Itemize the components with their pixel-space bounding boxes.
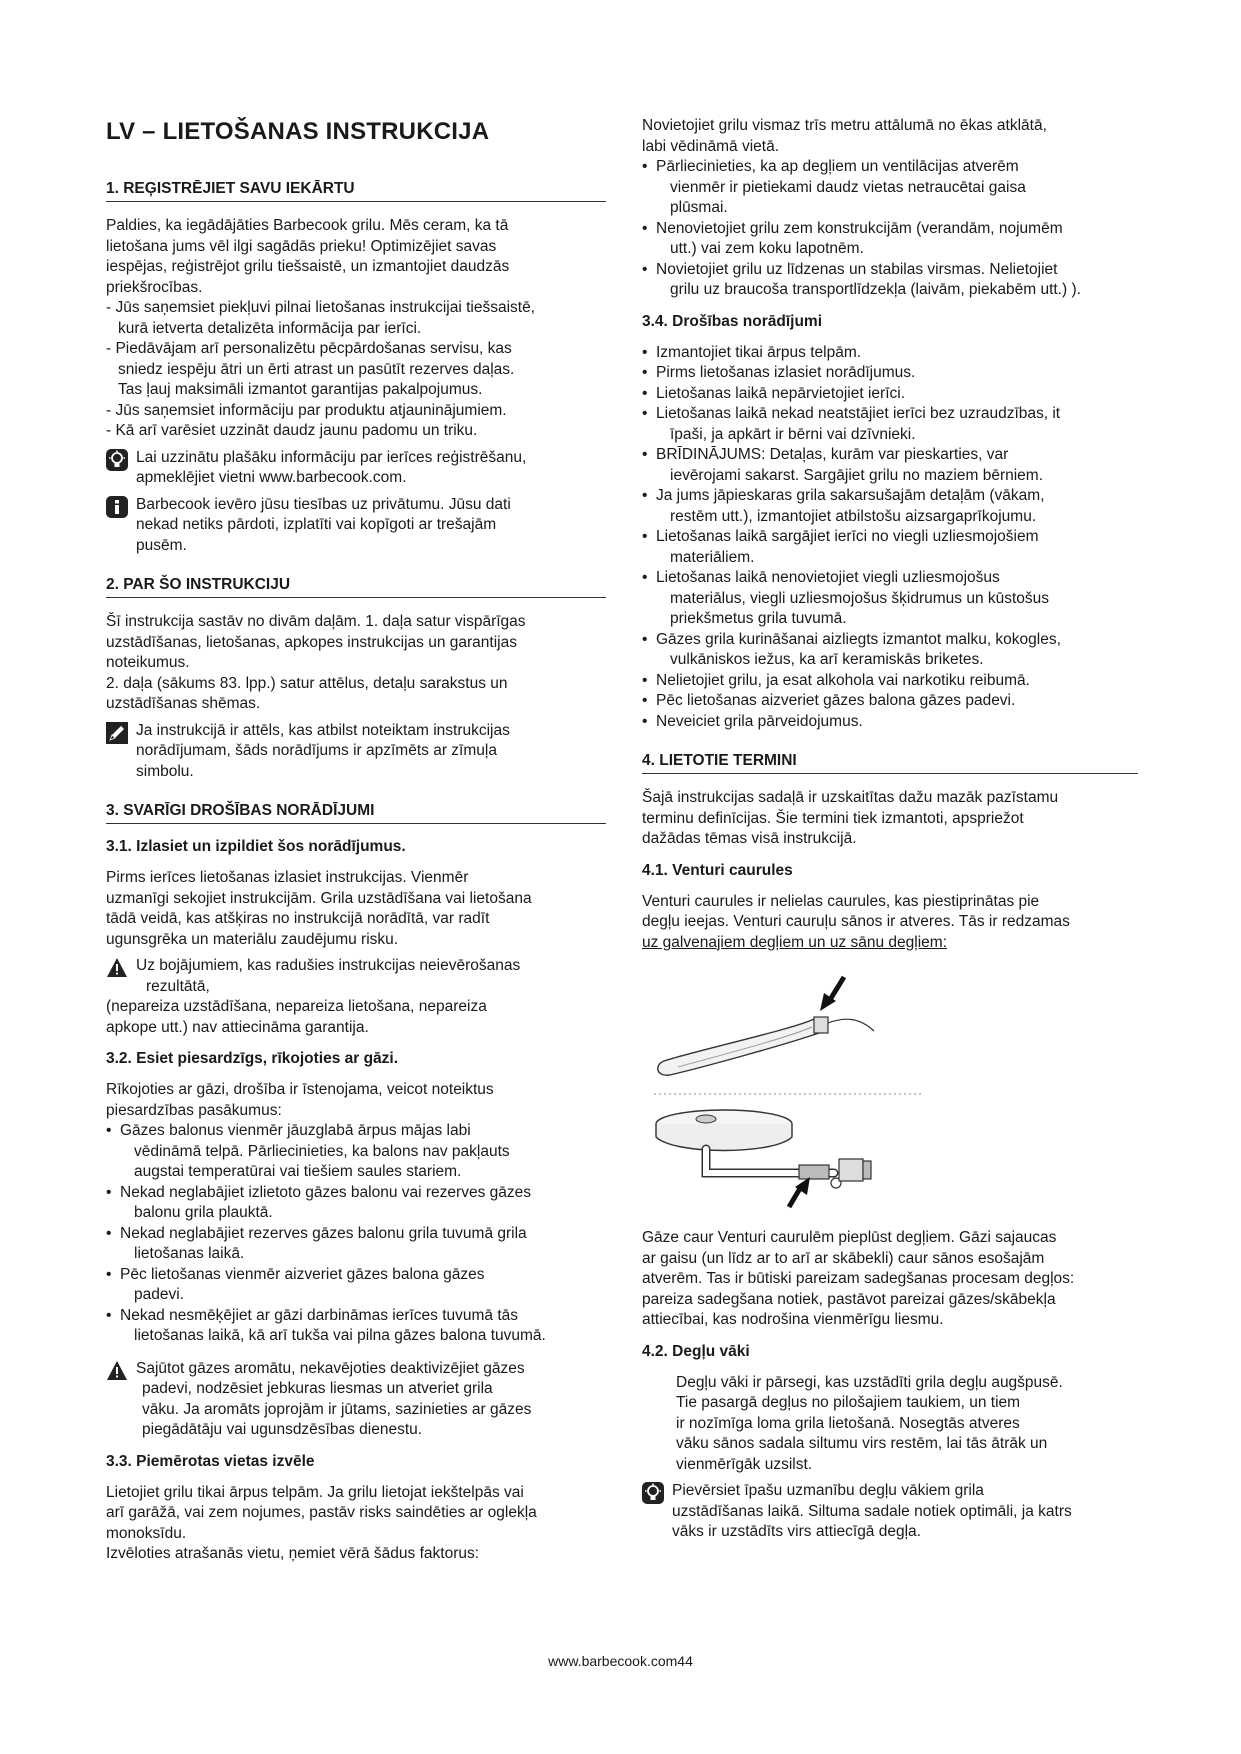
s32-line-2: piesardzības pasākumus: (106, 1101, 282, 1119)
s33-bullet-3 (642, 260, 1138, 301)
s34-bullet-7 (642, 527, 1138, 568)
s4-line-1: Šajā instrukcijas sadaļā ir uzskaitītas dažu mazāk pazīstamu (642, 789, 1059, 806)
s41-line-1: Venturi caurules ir nelielas caurules, kas piestiprinātas pie (642, 892, 1040, 910)
s2-pencil-line-3: simbolu. (136, 762, 194, 780)
s33-bullet-1-line-1: • Pārliecinieties, ka ap degļiem un ventilācijas atverēm (656, 158, 1019, 175)
s32-warning-line-4: piegādātāju vai ugunsdzēsības dienestu. (142, 1421, 423, 1438)
section-4-heading: 4. LIETOTIE TERMINI (642, 752, 1138, 774)
s1-info-line-1: Barbecook ievēro jūsu tiesības uz privātumu. Jūsu dati (136, 495, 511, 513)
s32-bullet-1-line-1: • Gāzes balonus vienmēr jāuzglabā ārpus mājas labi (120, 1122, 471, 1139)
lightbulb-icon (642, 1482, 664, 1504)
s34-bullet-12 (642, 712, 1138, 733)
s33-right-line-1: Novietojiet grilu vismaz trīs metru attālumā no ēkas atklātā, (642, 117, 1047, 134)
s32-bullet-2 (106, 1183, 606, 1224)
warning-icon (106, 1360, 128, 1382)
s42-paragraph (642, 1373, 1138, 1476)
s1-info-note (106, 495, 606, 557)
s34-bullet-7-line-2: materiāliem. (670, 548, 755, 566)
s31-line-1: Pirms ierīces lietošanas izlasiet instrukcijas. Vienmēr (106, 869, 469, 886)
s32-heading: 3.2. Esiet piesardzīgs, rīkojoties ar gāzi. (106, 1050, 399, 1067)
s34-bullet-6-line-2: restēm utt.), izmantojiet atbilstošu aizsargaprīkojumu. (670, 507, 1037, 525)
s1-intro-1: Paldies, ka iegādājāties Barbecook grilu. Mēs ceram, ka tā (106, 217, 509, 234)
s1-dash-2a: - Piedāvājam arī personalizētu pēcpārdošanas servisu, kas (106, 340, 512, 357)
s34-bullet-9 (642, 630, 1138, 671)
s1-tip-note (106, 448, 606, 489)
s32-bullet-3-line-1: • Nekad neglabājiet rezerves gāzes balonu grila tuvumā grila (120, 1224, 527, 1242)
s42-tip-line-2: uzstādīšanas laikā. Siltuma sadale notiek optimāli, ja katrs (672, 1502, 1072, 1520)
section-1-heading: 1. REĢISTRĒJIET SAVU IEKĀRTU (106, 180, 606, 202)
s31-warning-line-3: (nepareiza uzstādīšana, nepareiza lietošana, nepareiza (106, 998, 487, 1015)
s34-bullet-10-text: • Nelietojiet grilu, ja esat alkohola vai narkotiku reibumā. (656, 671, 1030, 689)
s31-warning-line-4: apkope utt.) nav attiecināma garantija. (106, 1018, 369, 1036)
s2-line-5: uzstādīšanas shēmas. (106, 695, 261, 712)
s34-bullet-9-line-2: vulkāniskos iežus, ka arī keramiskās briketes. (670, 651, 984, 668)
s42-tip-line-1: Pievērsiet īpašu uzmanību degļu vākiem grila (672, 1482, 984, 1499)
s42-heading: 4.2. Degļu vāki (642, 1342, 750, 1360)
s2-line-4: 2. daļa (sākums 83. lpp.) satur attēlus, detaļu sarakstus un (106, 674, 508, 692)
s2-line-1: Šī instrukcija sastāv no divām daļām. 1. daļa satur vispārīgas (106, 613, 526, 630)
s33-bullet-2 (642, 219, 1138, 260)
s1-dash-2b: sniedz iespēju ātri un ērti atrast un pasūtīt rezerves daļas. (118, 360, 515, 378)
s1-info-line-2: nekad netiks pārdoti, izplatīti vai kopīgoti ar trešajām (136, 516, 497, 533)
s42-tip-line-3: vāks ir uzstādīts virs attiecīgā degļa. (672, 1523, 921, 1540)
s34-bullet-1-text: • Izmantojiet tikai ārpus telpām. (656, 343, 862, 361)
s34-bullet-2 (642, 363, 1138, 384)
s34-bullet-6 (642, 486, 1138, 527)
s34-bullet-4-line-2: īpaši, ja apkārt ir bērni vai dzīvnieki. (670, 425, 916, 443)
s34-bullet-3 (642, 384, 1138, 405)
s34-bullet-8-line-1: • Lietošanas laikā nenovietojiet viegli uzliesmojošus (656, 569, 1000, 586)
s1-dash-3: - Jūs saņemsiet informāciju par produktu atjauninājumiem. (106, 401, 507, 419)
s1-dash-1a: - Jūs saņemsiet piekļuvi pilnai lietošanas instrukcijai tiešsaistē, (106, 299, 536, 316)
s31-heading: 3.1. Izlasiet un izpildiet šos norādījumus. (106, 838, 406, 855)
s42-tip-note (642, 1481, 1138, 1543)
left-column (106, 110, 606, 1565)
s32-bullet-2-line-1: • Nekad neglabājiet izlietoto gāzes balonu vai rezerves gāzes (120, 1183, 531, 1201)
s1-dash-1b: kurā ietverta detalizēta informācija par ierīci. (118, 319, 422, 337)
section-2-heading: 2. PAR ŠO INSTRUKCIJU (106, 576, 606, 598)
s33-bullet-2-line-1: • Nenovietojiet grilu zem konstrukcijām (verandām, nojumēm (656, 219, 1063, 237)
s42-line-2: Tie pasargā degļus no pilošajiem taukiem, un tiem (676, 1394, 1021, 1411)
s31-warning-line-2: rezultātā, (146, 977, 210, 995)
s34-bullet-5-line-2: ievērojami sakarst. Sargājiet grilu no maziem bērniem. (670, 466, 1044, 484)
s32-bullet-1-line-2: vēdināmā telpā. Pārliecinieties, ka balons nav pakļauts (134, 1142, 510, 1160)
s34-bullet-11-text: • Pēc lietošanas aizveriet gāzes balona gāzes padevi. (656, 692, 1016, 709)
info-icon (106, 496, 128, 518)
s42-line-5: vienmērīgāk uzsilst. (676, 1455, 813, 1473)
s34-bullet-8 (642, 568, 1138, 630)
s33-bullet-1 (642, 157, 1138, 219)
s33-heading: 3.3. Piemērotas vietas izvēle (106, 1452, 315, 1470)
s31-warning-line-1: Uz bojājumiem, kas radušies instrukcijas neievērošanas (136, 957, 521, 974)
s33-bullet-3-line-1: • Novietojiet grilu uz līdzenas un stabilas virsmas. Nelietojiet (656, 260, 1058, 278)
s1-tip-line-1: Lai uzzinātu plašāku informāciju par ierīces reģistrēšanu, (136, 448, 527, 466)
lightbulb-icon (106, 449, 128, 471)
s32-warning-line-1: Sajūtot gāzes aromātu, nekavējoties deaktivizējiet gāzes (136, 1359, 525, 1377)
s33-line-2: arī garāžā, vai zem nojumes, pastāv risks saindēties ar oglekļa (106, 1504, 537, 1521)
s32-warning-line-3: vāku. Ja aromāts joprojām ir jūtams, sazinieties ar gāzes (142, 1400, 532, 1418)
s1-dash-4: - Kā arī varēsiet uzzināt daudz jaunu padomu un triku. (106, 422, 478, 439)
s2-line-3: noteikumus. (106, 654, 190, 671)
section-3-heading: 3. SVARĪGI DROŠĪBAS NORĀDĪJUMI (106, 802, 606, 824)
s31-warning-note (106, 956, 606, 1038)
s34-bullet-4-line-1: • Lietošanas laikā nekad neatstājiet ierīci bez uzraudzības, it (656, 405, 1061, 422)
right-column (642, 116, 1138, 1543)
s34-bullet-10 (642, 671, 1138, 692)
s32-bullet-5-line-1: • Nekad nesmēķējiet ar gāzi darbināmas ierīces tuvumā tās (120, 1306, 519, 1324)
s34-bullet-4 (642, 404, 1138, 445)
page-footer: www.barbecook.com44 (548, 1653, 693, 1669)
s31-line-2: uzmanīgi sekojiet instrukcijām. Grila uzstādīšana vai lietošana (106, 889, 532, 907)
s32-warning-line-2: padevi, nodzēsiet jebkuras liesmas un atveriet grila (142, 1380, 493, 1397)
s2-line-2: uzstādīšanas, lietošanas, apkopes instrukcijas un garantijas (106, 633, 517, 651)
s41-line-8: attiecībai, kas nodrošina vienmērīgu liesmu. (642, 1311, 944, 1328)
s33-line-4: Izvēloties atrašanās vietu, ņemiet vērā šādus faktorus: (106, 1545, 480, 1562)
s32-bullet-2-line-2: balonu grila plauktā. (134, 1204, 273, 1221)
s1-intro-2: lietošana jums vēl ilgi sagādās prieku! Optimizējiet savas (106, 237, 497, 255)
s33-bullet-1-line-3: plūsmai. (670, 199, 728, 216)
s34-bullet-1 (642, 343, 1138, 364)
s32-bullet-1-line-3: augstai temperatūrai vai tiešiem saules stariem. (134, 1163, 462, 1180)
s41-heading: 4.1. Venturi caurules (642, 861, 793, 879)
s34-heading: 3.4. Drošības norādījumi (642, 312, 823, 330)
s33-line-1: Lietojiet grilu tikai ārpus telpām. Ja grilu lietojat iekštelpās vai (106, 1483, 524, 1501)
s32-bullet-3-line-2: lietošanas laikā. (134, 1245, 245, 1262)
s32-bullet-4-line-1: • Pēc lietošanas vienmēr aizveriet gāzes balona gāzes (120, 1265, 485, 1283)
s34-bullet-7-line-1: • Lietošanas laikā sargājiet ierīci no viegli uzliesmojošiem (656, 528, 1039, 545)
s31-line-3: tādā veidā, kas atšķiras no instrukcijā norādītā, var radīt (106, 910, 490, 927)
s32-bullet-4-line-2: padevi. (134, 1286, 184, 1303)
s42-line-3: ir nozīmīga loma grila lietošanā. Nosegtās atveres (676, 1414, 1020, 1432)
s32-warning-note (106, 1359, 606, 1441)
s1-intro-4: priekšrocības. (106, 278, 203, 296)
s41-line-4: Gāze caur Venturi caurulēm pieplūst degļiem. Gāzi sajaucas (642, 1229, 1057, 1246)
s32-bullet-1 (106, 1121, 606, 1183)
s41-line-5: ar gaisu (un līdz ar to arī ar skābekli) caur sānos esošajām (642, 1249, 1045, 1267)
s2-pencil-note (106, 721, 606, 783)
s32-bullet-5-line-2: lietošanas laikā, kā arī tukša vai pilna gāzes balona tuvumā. (134, 1327, 546, 1344)
s41-line-7: pareiza sadegšana notiek, pastāvot pareizai gāzes/skābekļa (642, 1290, 1056, 1308)
s31-line-4: ugunsgrēka un materiālu zaudējumu risku. (106, 930, 399, 948)
s34-bullet-8-line-3: priekšmetus grila tuvumā. (670, 610, 847, 627)
s34-bullet-5 (642, 445, 1138, 486)
page-title: LV – LIETOŠANAS INSTRUKCIJA (106, 118, 490, 145)
s34-bullet-8-line-2: materiālus, viegli uzliesmojošus šķidrumus un kūstošus (670, 589, 1050, 607)
s34-bullet-2-text: • Pirms lietošanas izlasiet norādījumus. (656, 364, 916, 381)
s41-line-3: uz galvenajiem degļiem un uz sānu degļiem: (642, 933, 948, 951)
s1-tip-line-2: apmeklējiet vietni www.barbecook.com. (136, 469, 407, 486)
s33-bullet-1-line-2: vienmēr ir pietiekami daudz vietas netraucētai gaisa (670, 178, 1026, 196)
s1-dash-2c: Tas ļauj maksimāli izmantot garantijas pakalpojumus. (118, 381, 483, 398)
s34-bullet-12-text: • Neveiciet grila pārveidojumus. (656, 712, 863, 730)
venturi-tube-illustration (634, 959, 1130, 1209)
s41-line-6: atverēm. Tas ir būtiski pareizam sadegšanas procesam degļos: (642, 1270, 1075, 1287)
s32-bullet-3 (106, 1224, 606, 1265)
s33-bullet-3-line-2: grilu uz braucoša transportlīdzekļa (laivām, piekabēm utt.) ). (670, 281, 1081, 298)
s42-line-4: vāku sānos sadala siltumu virs restēm, lai tās ātrāk un (676, 1435, 1048, 1452)
s4-line-3: dažādas tēmas visā instrukcijā. (642, 830, 857, 847)
pencil-icon (106, 722, 128, 744)
s32-line-1: Rīkojoties ar gāzi, drošība ir īstenojama, veicot noteiktus (106, 1081, 494, 1098)
s42-line-1: Degļu vāki ir pārsegi, kas uzstādīti grila degļu augšpusē. (676, 1373, 1063, 1391)
s34-bullet-5-line-1: • BRĪDINĀJUMS: Detaļas, kurām var pieskarties, var (656, 446, 1009, 463)
s4-line-2: terminu definīcijas. Šie termini tiek izmantoti, apspriežot (642, 809, 1024, 827)
s32-bullet-4 (106, 1265, 606, 1306)
s41-line-2: degļu ieejas. Venturi cauruļu sānos ir atveres. Tās ir redzamas (642, 913, 1070, 930)
s34-bullet-9-line-1: • Gāzes grila kurināšanai aizliegts izmantot malku, kokogles, (656, 630, 1061, 648)
s33-right-line-2: labi vēdināmā vietā. (642, 137, 779, 155)
warning-icon (106, 957, 128, 979)
s1-info-line-3: pusēm. (136, 536, 187, 554)
s2-pencil-line-2: norādījumam, šāds norādījums ir apzīmēts ar zīmuļa (136, 742, 497, 759)
s32-bullet-5 (106, 1306, 606, 1347)
s34-bullet-6-line-1: • Ja jums jāpieskaras grila sakarsušajām detaļām (vākam, (656, 487, 1045, 504)
s2-pencil-line-1: Ja instrukcijā ir attēls, kas atbilst noteiktam instrukcijas (136, 721, 510, 739)
s34-bullet-11 (642, 691, 1138, 712)
s34-bullet-3-text: • Lietošanas laikā nepārvietojiet ierīci. (656, 384, 905, 402)
s33-bullet-2-line-2: utt.) vai zem koku lapotnēm. (670, 240, 864, 257)
s33-line-3: monoksīdu. (106, 1524, 187, 1542)
s1-intro-3: iespējas, reģistrējot grilu tiešsaistē, un izmantojiet daudzās (106, 258, 510, 275)
